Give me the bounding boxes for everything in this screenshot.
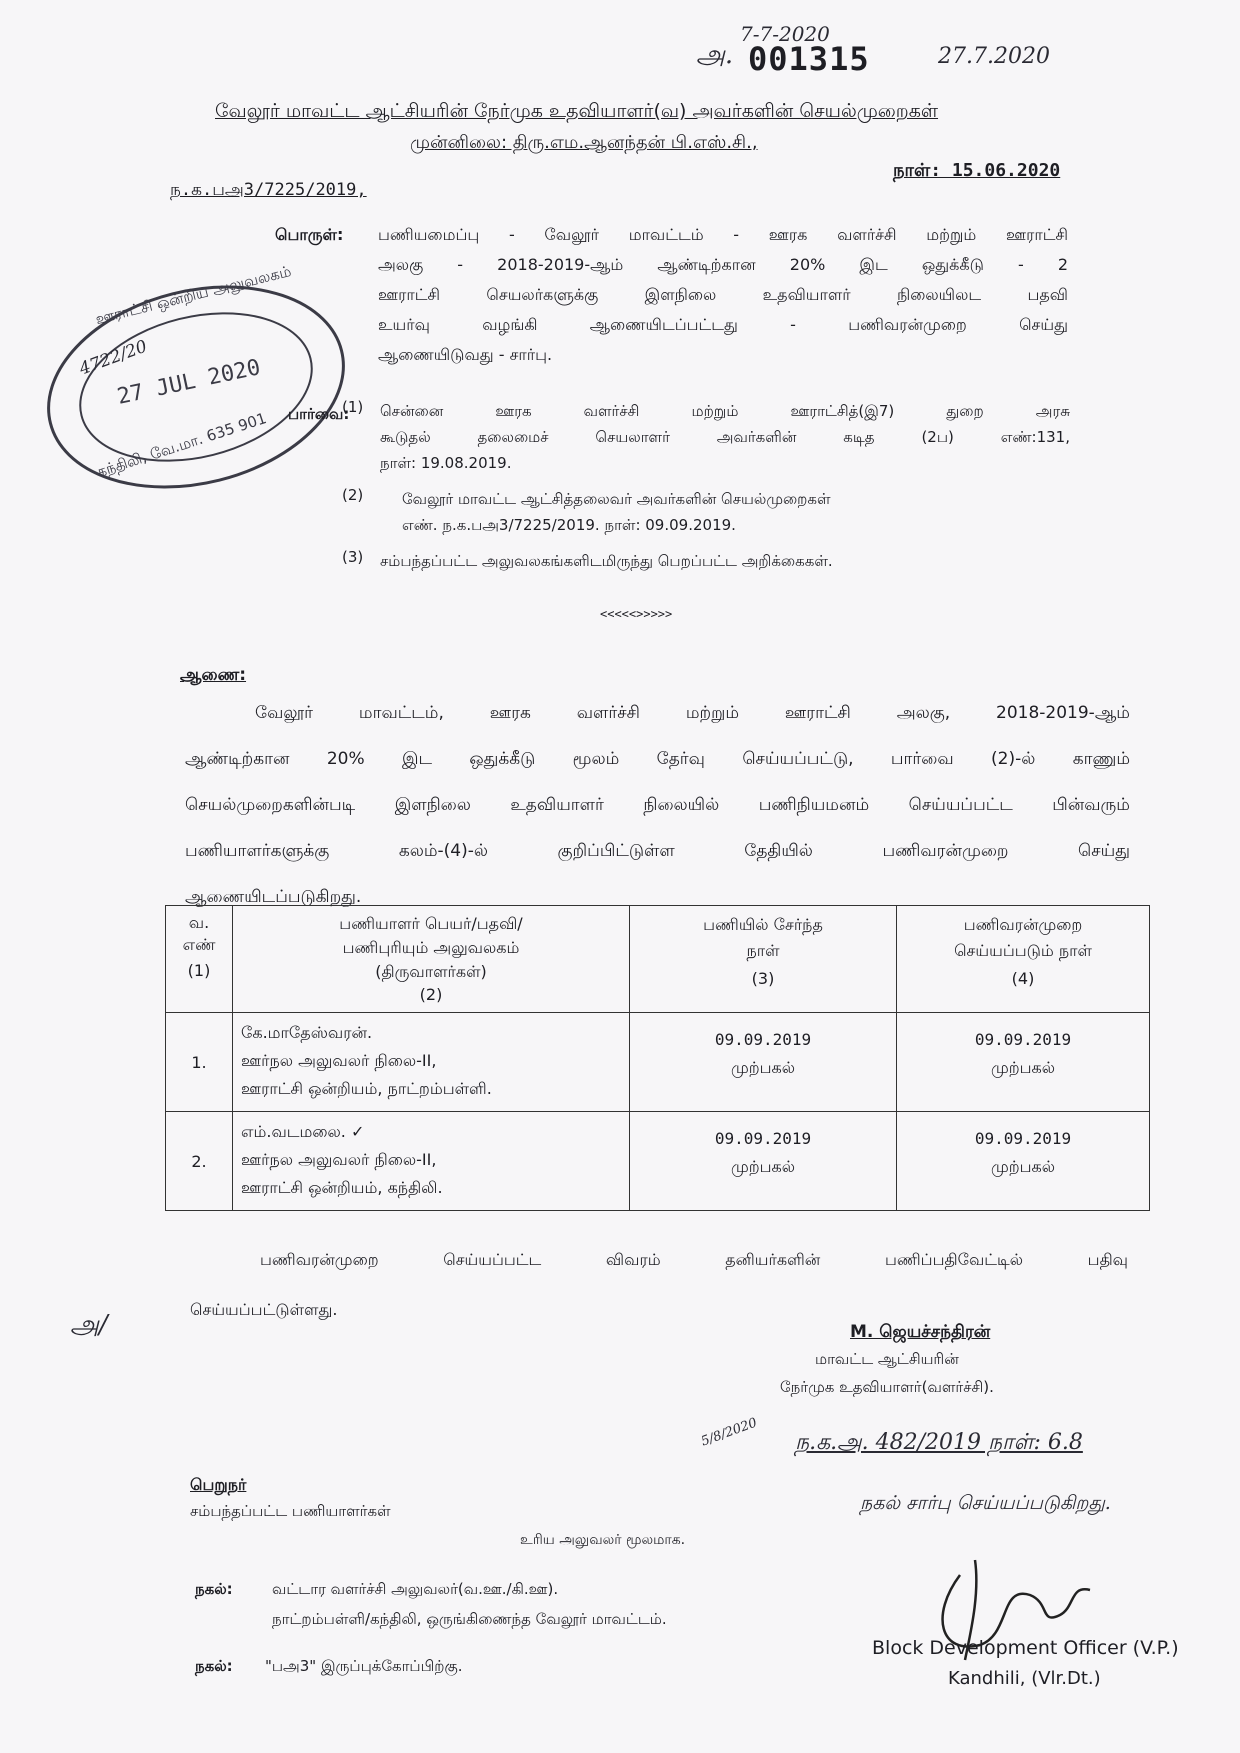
reference-number: (1): [342, 398, 364, 416]
header-cell-sno: [166, 906, 233, 1013]
stamp-note: 4722/20: [76, 336, 150, 380]
regularised-session: முற்பகல்: [990, 1157, 1056, 1176]
column-number: (1): [187, 961, 211, 980]
employee-name: எம்.வடமலை. ✓: [241, 1122, 365, 1141]
inward-prefix: அ.: [696, 40, 734, 70]
employee-post: ஊர்நல அலுவலர் நிலை-II,: [241, 1051, 437, 1070]
references-label: பார்வை:: [288, 405, 350, 423]
table-row: [166, 1112, 1150, 1211]
signatory-name: M. ஜெயச்சந்திரன்: [850, 1322, 991, 1342]
header-text: நாள்: [746, 941, 780, 960]
reference-item: [342, 486, 1092, 538]
order-line: ஆண்டிற்கான 20% இட ஒதுக்கீடு மூலம் தேர்வு செய்யப்பட்டு, பார்வை (2)-ல் காணும்: [185, 749, 1130, 769]
joined-session: முற்பகல்: [730, 1058, 796, 1077]
column-number: (4): [1011, 969, 1035, 988]
header-text: வ.: [188, 913, 210, 932]
table-header-row: [166, 906, 1150, 1013]
employee-name: கே.மாதேஸ்வரன்.: [241, 1023, 373, 1042]
initial-date: 5/8/2020: [699, 1415, 760, 1450]
letter-date: நாள்: 15.06.2020: [893, 160, 1061, 181]
regularised-date: 09.09.2019: [974, 1030, 1072, 1049]
recipients-label: பெறுநர்: [190, 1475, 247, 1494]
column-number: (3): [751, 969, 775, 988]
row-joined: [630, 1013, 897, 1112]
copy-recipient: வட்டார வளர்ச்சி அலுவலர்(வ.ஊ./கி.ஊ).: [272, 1580, 559, 1598]
row-sno: 1.: [166, 1013, 233, 1112]
header-text: பணியில் சேர்ந்த: [703, 915, 823, 934]
reference-line: நாள்: 19.08.2019.: [380, 454, 512, 472]
file-number: ந.க.பஅ3/7225/2019,: [170, 180, 367, 200]
office-receipt-stamp: [38, 261, 358, 492]
inward-number: 001315: [748, 40, 870, 78]
stamp-ring-text: ஊராட்சி ஒன்றிய அலுவலகம்: [93, 261, 294, 329]
regularised-date: 09.09.2019: [974, 1129, 1072, 1148]
forwarding-reference: ந.க.அ. 482/2019 நாள்: 6.8: [795, 1430, 1083, 1455]
inward-top-note: 7-7-2020: [740, 22, 830, 46]
row-joined: [630, 1112, 897, 1211]
employee-office: ஊராட்சி ஒன்றியம், நாட்றம்பள்ளி.: [241, 1079, 492, 1098]
copy-label: நகல்:: [195, 1580, 233, 1598]
reference-line: சென்னை ஊரக வளர்ச்சி மற்றும் ஊராட்சித்(இ7) துறை அரசு: [380, 402, 1070, 420]
row-employee: [233, 1112, 630, 1211]
subject-line: ஆணையிடுவது - சார்பு.: [378, 345, 553, 364]
regularisation-table: [165, 905, 1150, 1211]
reference-item: [342, 398, 1070, 476]
bdo-stamp-line-2: Kandhili, (Vlr.Dt.): [948, 1668, 1101, 1689]
order-line: செயல்முறைகளின்படி இளநிலை உதவியாளர் நிலையில் பணிநியமனம் செய்யப்பட்ட பின்வரும்: [185, 795, 1130, 815]
order-line: வேலூர் மாவட்டம், ஊரக வளர்ச்சி மற்றும் ஊராட்சி அலகு, 2018-2019-ஆம்: [255, 703, 1130, 723]
recipients-through: உரிய அலுவலர் மூலமாக.: [520, 1532, 686, 1548]
reference-number: (2): [342, 486, 364, 504]
reference-line: கூடுதல் தலைமைச் செயலாளர் அவர்களின் கடித (2ப) எண்:131,: [380, 428, 1070, 446]
regularised-session: முற்பகல்: [990, 1058, 1056, 1077]
copy-label: நகல்:: [195, 1657, 233, 1675]
header-text: எண்: [182, 935, 216, 954]
reference-line: வேலூர் மாவட்ட ஆட்சித்தலைவர் அவர்களின் செயல்முறைகள்: [402, 490, 831, 508]
column-number: (2): [419, 985, 443, 1004]
order-line: ஆணையிடப்படுகிறது.: [185, 887, 362, 907]
signatory-role-2: நேர்முக உதவியாளர்(வளர்ச்சி).: [780, 1378, 994, 1396]
inward-date: 27.7.2020: [938, 44, 1050, 69]
joined-date: 09.09.2019: [714, 1030, 812, 1049]
joined-date: 09.09.2019: [714, 1129, 812, 1148]
section-divider: <<<<<>>>>>: [600, 607, 673, 621]
order-paragraph: [185, 690, 1130, 920]
subject-text: [378, 220, 1068, 370]
presence-line: முன்னிலை: திரு.எம.ஆனந்தன் பி.எஸ்.சி.,: [410, 132, 758, 153]
order-line: பணியாளர்களுக்கு கலம்-(4)-ல் குறிப்பிட்டுள்ள தேதியில் பணிவரன்முறை செய்து: [185, 841, 1130, 861]
stamp-place: கந்திலி, வே.மா. 635 901: [94, 409, 269, 482]
subject-line: பணியமைப்பு - வேலூர் மாவட்டம் - ஊரக வளர்ச்சி மற்றும் ஊராட்சி: [378, 225, 1068, 244]
closing-line-2: செய்யப்பட்டுள்ளது.: [190, 1300, 338, 1319]
header-text: பணிபுரியும் அலுவலகம்: [342, 938, 520, 957]
header-text: (திருவாளர்கள்): [375, 962, 487, 981]
reference-item: [342, 548, 1070, 574]
header-cell-joined: [630, 906, 897, 1013]
reference-number: (3): [342, 548, 364, 566]
subject-line: உயர்வு வழங்கி ஆணையிடப்பட்டது - பணிவரன்முறை செய்து: [378, 315, 1068, 334]
employee-post: ஊர்நல அலுவலர் நிலை-II,: [241, 1150, 437, 1169]
employee-office: ஊராட்சி ஒன்றியம், கந்திலி.: [241, 1178, 443, 1197]
row-regularised: [897, 1112, 1150, 1211]
closing-line-1: பணிவரன்முறை செய்யப்பட்ட விவரம் தனியர்களின் பணிப்பதிவேட்டில் பதிவு: [260, 1250, 1128, 1269]
joined-session: முற்பகல்: [730, 1157, 796, 1176]
row-employee: [233, 1013, 630, 1112]
subject-label: பொருள்:: [275, 225, 344, 244]
header-text: பணிவரன்முறை: [963, 915, 1083, 934]
table-row: [166, 1013, 1150, 1112]
row-regularised: [897, 1013, 1150, 1112]
copy-recipient: "பஅ3" இருப்புக்கோப்பிற்கு.: [265, 1657, 463, 1675]
copy-recipient: நாட்றம்பள்ளி/கந்திலி, ஒருங்கிணைந்த வேலூர் மாவட்டம்.: [272, 1610, 667, 1628]
bdo-stamp-line-1: Block Development Officer (V.P.): [872, 1637, 1179, 1659]
row-sno: 2.: [166, 1112, 233, 1211]
reference-line: சம்பந்தப்பட்ட அலுவலகங்களிடமிருந்து பெறப்பட்ட அறிக்கைகள்.: [380, 552, 833, 570]
header-text: பணியாளர் பெயர்/பதவி/: [339, 914, 523, 933]
subject-line: அலகு - 2018-2019-ஆம் ஆண்டிற்கான 20% இட ஒதுக்கீடு - 2: [378, 255, 1068, 274]
subject-line: ஊராட்சி செயலர்களுக்கு இளநிலை உதவியாளர் நிலையிலட பதவி: [378, 285, 1068, 304]
recipients-line: சம்பந்தப்பட்ட பணியாளர்கள்: [190, 1502, 391, 1520]
forwarding-note: நகல் சார்பு செய்யப்படுகிறது.: [860, 1492, 1111, 1514]
reference-line: எண். ந.க.பஅ3/7225/2019. நாள்: 09.09.2019.: [402, 516, 736, 534]
signatory-role-1: மாவட்ட ஆட்சியரின்: [815, 1350, 959, 1368]
header-cell-regularised: [897, 906, 1150, 1013]
order-label: ஆணை:: [180, 665, 247, 685]
header-text: செய்யப்படும் நாள்: [954, 941, 1092, 960]
reference-list: [342, 398, 1070, 574]
office-title: வேலூர் மாவட்ட ஆட்சியரின் நேர்முக உதவியாளர்(வ) அவர்களின் செயல்முறைகள்: [215, 100, 939, 122]
header-cell-name: [233, 906, 630, 1013]
stamp-date: 27 JUL 2020: [114, 355, 263, 410]
margin-initial: அ/: [70, 1310, 108, 1340]
